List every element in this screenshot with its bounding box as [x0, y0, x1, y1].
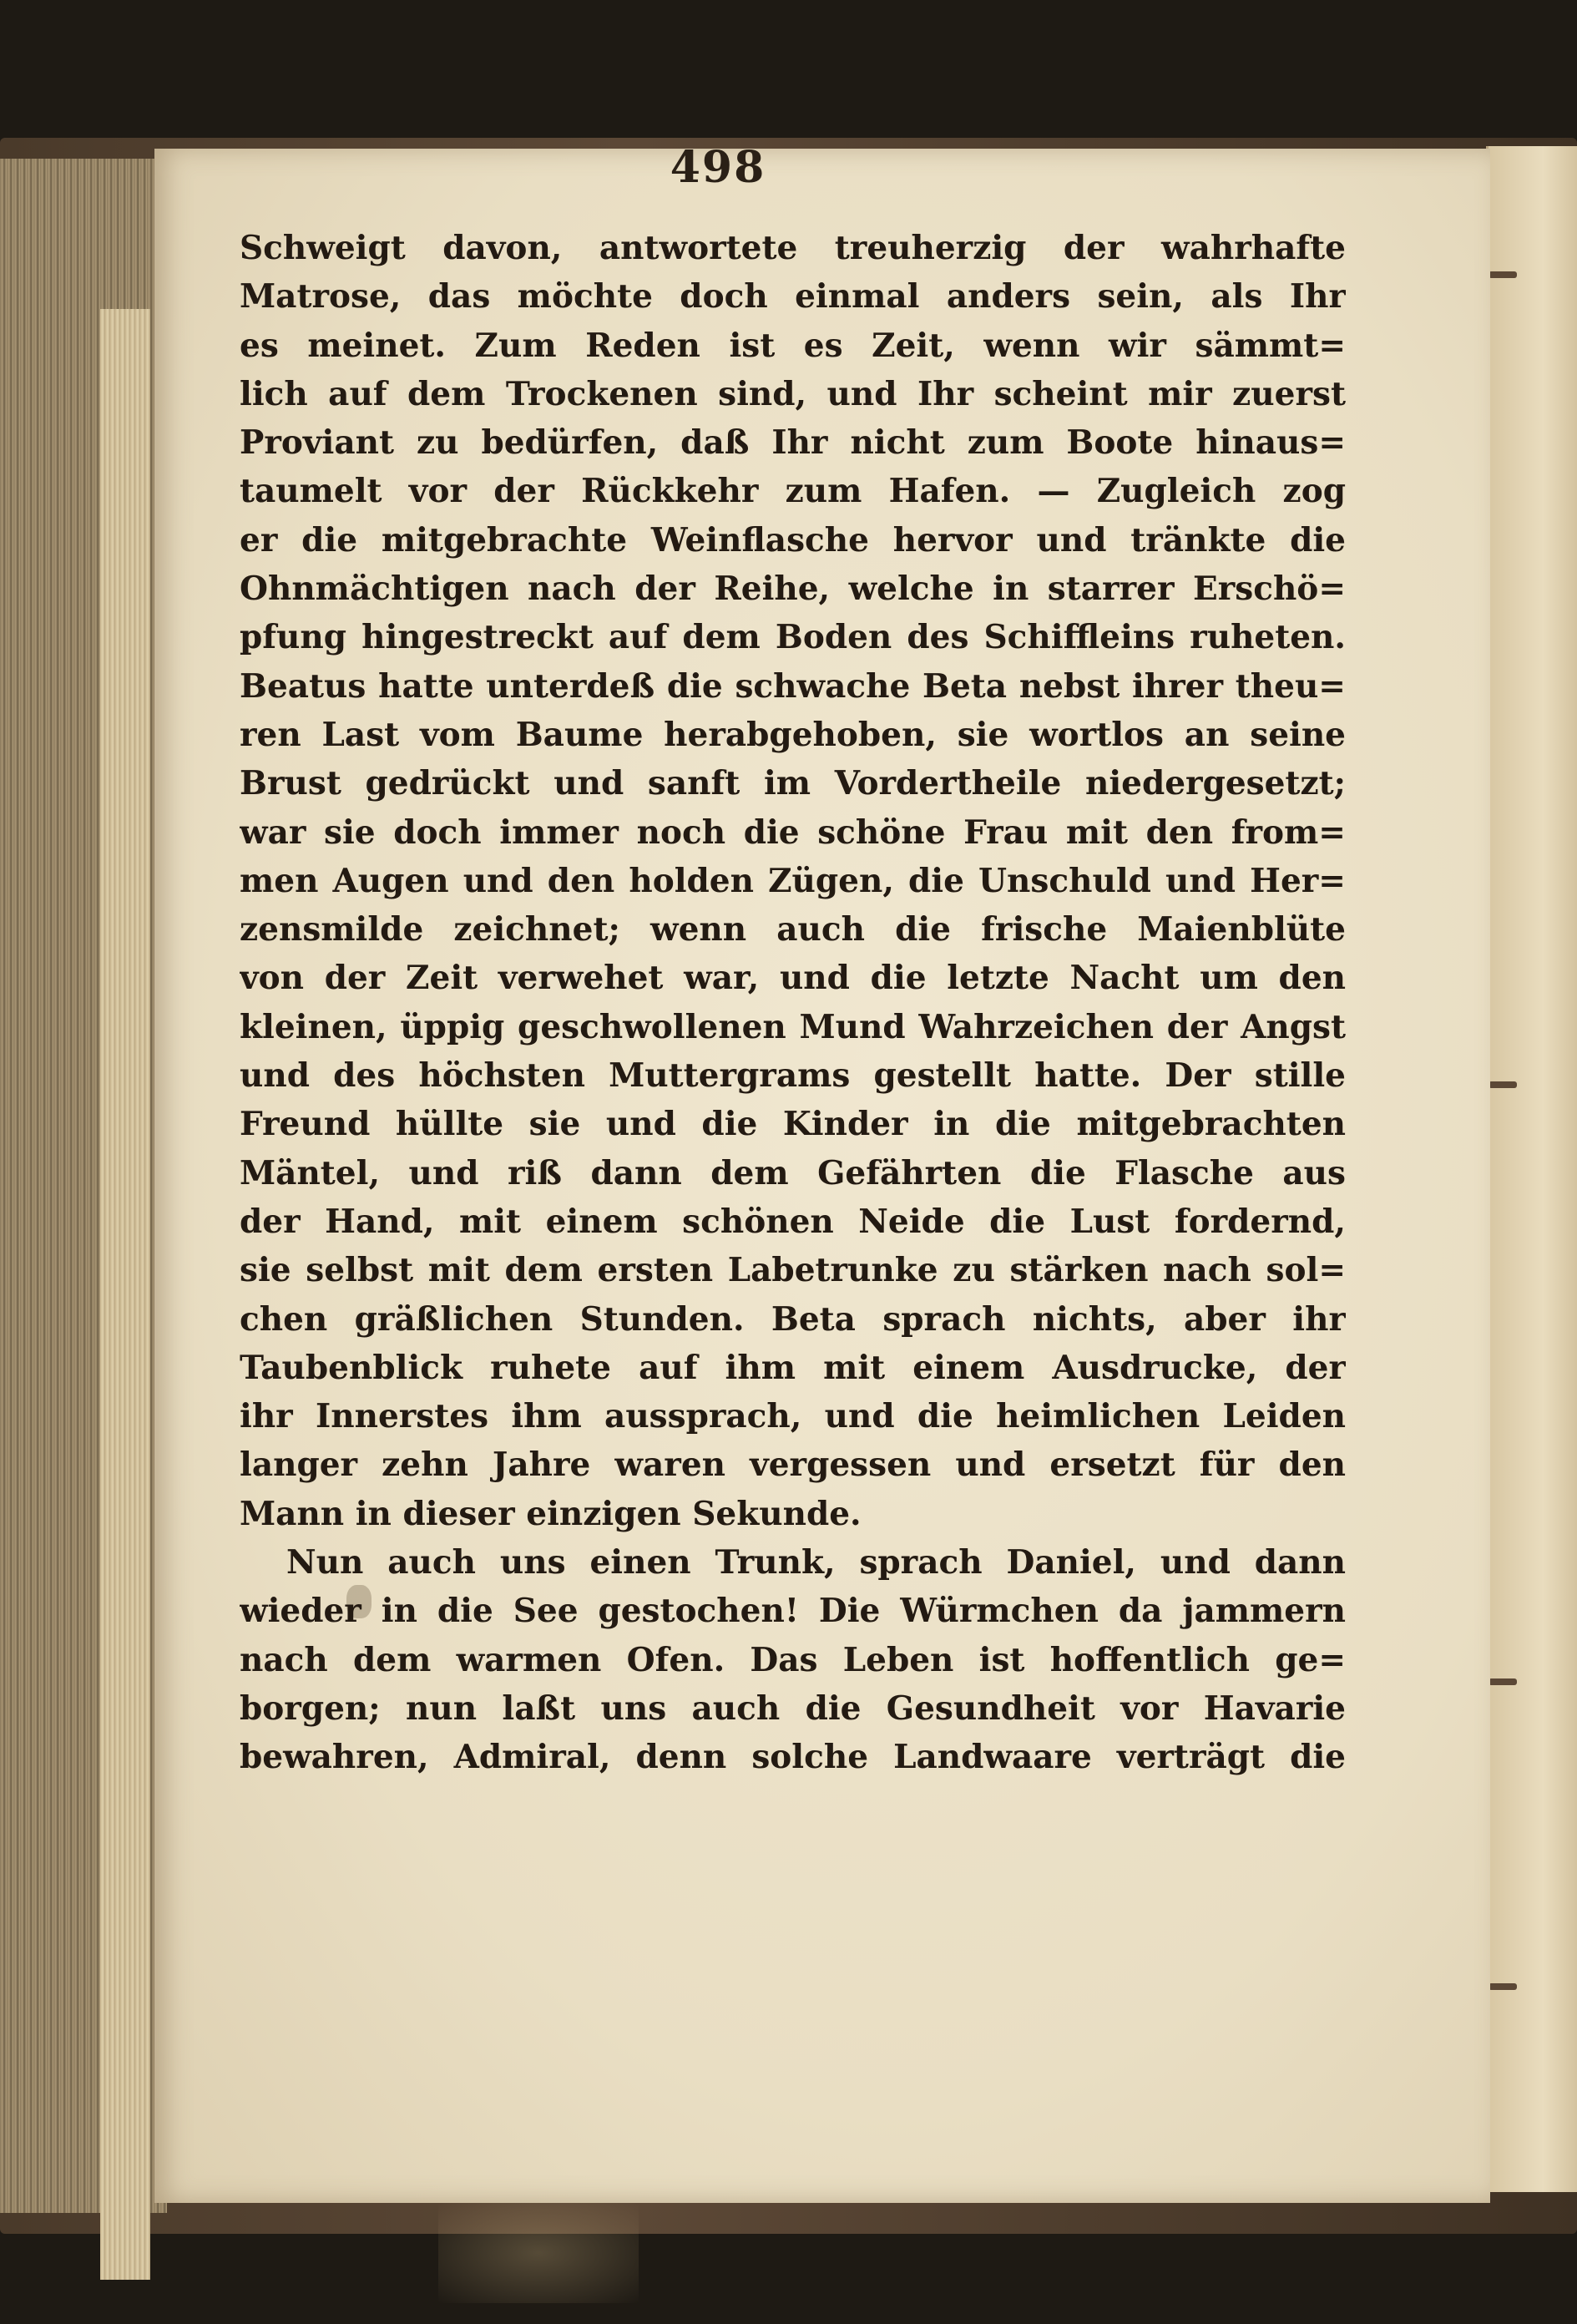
text-line: Ohnmächtigen nach der Reihe, welche in starrer Erschö= [240, 570, 1346, 609]
text-line: lich auf dem Trockenen sind, und Ihr scheint mir zuerst [240, 374, 1346, 413]
text-line: kleinen, üppig geschwollenen Mund Wahrzeichen der Angst [240, 1007, 1346, 1046]
text-line: der Hand, mit einem schönen Neide die Lust fordernd, [240, 1202, 1346, 1241]
text-line: pfung hingestreckt auf dem Boden des Schiffleins ruheten. [240, 618, 1346, 657]
page-stain [438, 2203, 639, 2303]
page-edges-inner [100, 309, 150, 2280]
text-line: taumelt vor der Rückkehr zum Hafen. — Zugleich zog [240, 472, 1346, 511]
text-line: wieder in die See gestochen! Die Würmchen da jammern [240, 1592, 1346, 1631]
text-line: Beatus hatte unterdeß die schwache Beta nebst ihrer theu= [240, 666, 1346, 706]
text-line: Mäntel, und riß dann dem Gefährten die Flasche aus [240, 1153, 1346, 1192]
text-line: bewahren, Admiral, denn solche Landwaare verträgt die [240, 1738, 1346, 1777]
text-line: Nun auch uns einen Trunk, sprach Daniel, und dann [286, 1543, 1346, 1582]
text-line: Taubenblick ruhete auf ihm mit einem Ausdrucke, der [240, 1348, 1346, 1387]
text-line: sie selbst mit dem ersten Labetrunke zu stärken nach sol= [240, 1251, 1346, 1290]
text-line: Matrose, das möchte doch einmal anders sein, als Ihr [240, 277, 1346, 316]
margin-mark [1489, 271, 1517, 278]
margin-mark [1489, 1081, 1517, 1088]
text-line: er die mitgebrachte Weinflasche hervor und tränkte die [240, 520, 1346, 559]
text-line: Schweigt davon, antwortete treuherzig der wahrhafte [240, 229, 1346, 267]
margin-mark [1489, 1678, 1517, 1685]
text-line: langer zehn Jahre waren vergessen und ersetzt für den [240, 1446, 1346, 1485]
page-edges [0, 159, 167, 2213]
text-line: borgen; nun laßt uns auch die Gesundheit vor Havarie [240, 1689, 1346, 1728]
text-line: ihr Innerstes ihm aussprach, und die heimlichen Leiden [240, 1397, 1346, 1436]
text-line: zensmilde zeichnet; wenn auch die frische Maienblüte [240, 910, 1346, 949]
margin-mark [1489, 1983, 1517, 1990]
text-line: men Augen und den holden Zügen, die Unschuld und Her= [240, 861, 1346, 900]
text-line: ren Last vom Baume herabgehoben, sie wortlos an seine [240, 715, 1346, 754]
text-line: und des höchsten Muttergrams gestellt hatte. Der stille [240, 1056, 1346, 1096]
text-line: Freund hüllte sie und die Kinder in die mitgebrachten [240, 1105, 1346, 1144]
text-line: nach dem warmen Ofen. Das Leben ist hoffentlich ge= [240, 1640, 1346, 1679]
body-text [240, 224, 1346, 1782]
text-line: Mann in dieser einzigen Sekunde. [240, 1494, 862, 1533]
next-page-edge [1486, 146, 1577, 2192]
text-line: von der Zeit verwehet war, und die letzte Nacht um den [240, 959, 1346, 998]
text-line: chen gräßlichen Stunden. Beta sprach nichts, aber ihr [240, 1299, 1346, 1339]
text-line: war sie doch immer noch die schöne Frau mit den from= [240, 813, 1346, 852]
text-line: es meinet. Zum Reden ist es Zeit, wenn wir sämmt= [240, 326, 1346, 365]
page-number: 498 [670, 142, 766, 193]
text-line: Proviant zu bedürfen, daß Ihr nicht zum Boote hinaus= [240, 423, 1346, 463]
text-line: Brust gedrückt und sanft im Vordertheile niedergesetzt; [240, 764, 1346, 803]
